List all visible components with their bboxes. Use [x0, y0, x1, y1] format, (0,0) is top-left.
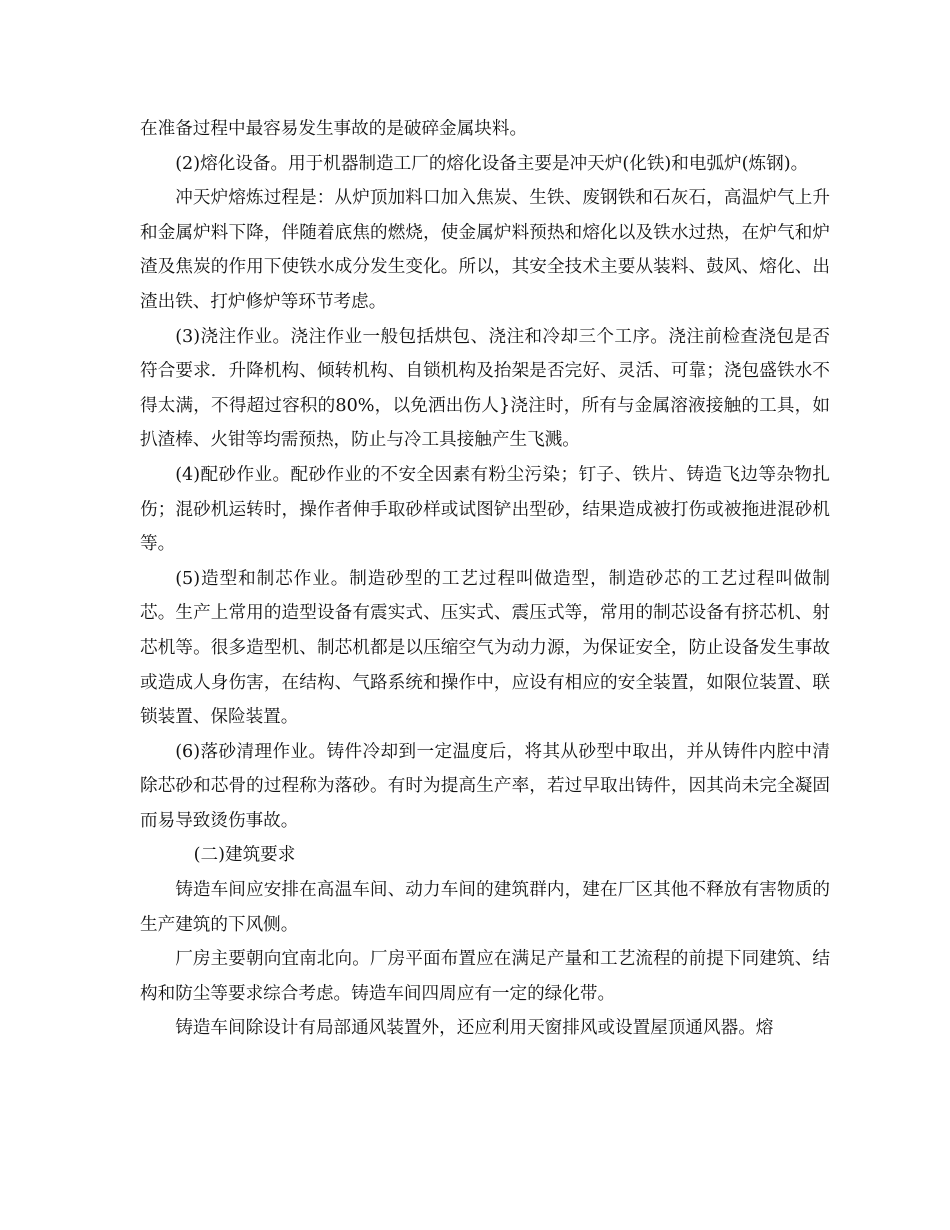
paragraph-melting-equipment: (2)熔化设备。用于机器制造工厂的熔化设备主要是冲天炉(化铁)和电弧炉(炼钢)。	[175, 153, 809, 174]
paragraph-building-orientation: 厂房主要朝向宜南北向。厂房平面布置应在满足产量和工艺流程的前提下同建筑、结构和防尘等要求综合考虑。铸造车间四周应有一定的绿化带。	[140, 949, 830, 1004]
section-heading-building-requirements: (二)建筑要求	[193, 845, 296, 866]
paragraph-workshop-location: 铸造车间应安排在高温车间、动力车间的建筑群内，建在厂区其他不释放有害物质的生产建筑的下风侧。	[140, 880, 830, 935]
paragraph-cupola-process: 冲天炉熔炼过程是：从炉顶加料口加入焦炭、生铁、废钢铁和石灰石，高温炉气上升和金属炉料下降，伴随着底焦的燃烧，使金属炉料预热和熔化以及铁水过热，在炉气和炉渣及焦炭的作用下使铁水成分发生变化。所以，其安全技术主要从装料、鼓风、熔化、出渣出铁、打炉修炉等环节考虑。	[140, 188, 830, 312]
paragraph-ventilation: 铸造车间除设计有局部通风装置外，还应利用天窗排风或设置屋顶通风器。熔	[175, 1018, 774, 1039]
paragraph-sand-mixing: (4)配砂作业。配砂作业的不安全因素有粉尘污染；钉子、铁片、铸造飞边等杂物扎伤；混砂机运转时，操作者伸手取砂样或试图铲出型砂，结果造成被打伤或被拖进混砂机等。	[140, 464, 830, 555]
paragraph-molding-coremaking: (5)造型和制芯作业。制造砂型的工艺过程叫做造型，制造砂芯的工艺过程叫做制芯。生产上常用的造型设备有震实式、压实式、震压式等，常用的制芯设备有挤芯机、射芯机等。很多造型机、制芯机都是以压缩空气为动力源，为保证安全，防止设备发生事故或造成人身伤害，在结构、气路系统和操作中，应设有相应的安全装置，如限位装置、联锁装置、保险装置。	[140, 568, 830, 728]
paragraph-continuation: 在准备过程中最容易发生事故的是破碎金属块料。	[140, 119, 528, 139]
paragraph-pouring-operation: (3)浇注作业。浇注作业一般包括烘包、浇注和冷却三个工序。浇注前检查浇包是否符合要求．升降机构、倾转机构、自锁机构及抬架是否完好、灵活、可靠；浇包盛铁水不得太满，不得超过容积的80%，以免洒出伤人}浇注时，所有与金属溶液接触的工具，如扒渣棒、火钳等均需预热，防止与冷工具接触产生飞溅。	[140, 326, 830, 451]
paragraph-shakeout-cleaning: (6)落砂清理作业。铸件冷却到一定温度后，将其从砂型中取出，并从铸件内腔中清除芯砂和芯骨的过程称为落砂。有时为提高生产率，若过早取出铸件，因其尚未完全凝固而易导致烫伤事故。	[140, 741, 830, 831]
document-body	[140, 112, 830, 1046]
